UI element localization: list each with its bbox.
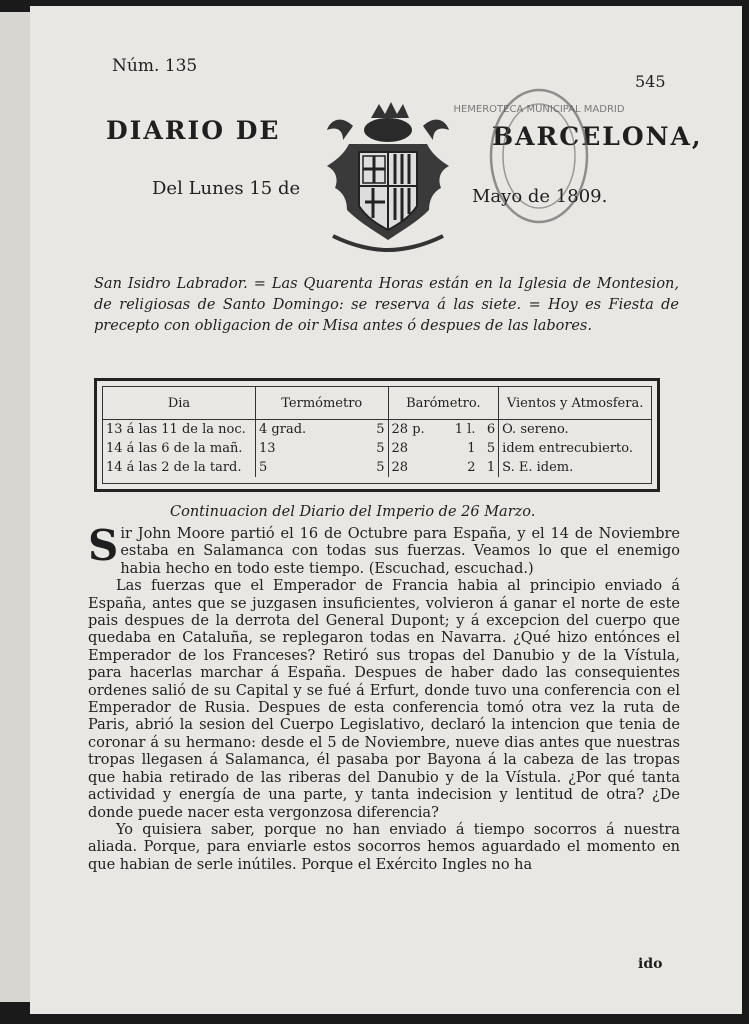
table-cell: idem entrecubierto. [502, 441, 633, 456]
table-cell: 5 [359, 458, 388, 477]
table-cell: 5 [478, 439, 498, 458]
article-paragraph [88, 521, 680, 578]
article-heading: Continuacion del Diario del Imperio de 26 Marzo. [170, 504, 536, 520]
col-dia: Dia [103, 387, 256, 420]
table-cell: 13 [259, 441, 276, 456]
table-cell: 1 [467, 441, 476, 456]
page-number: 545 [635, 72, 666, 91]
table-cell: 6 [478, 420, 498, 440]
table-cell: S. E. idem. [502, 460, 574, 475]
stamp-text: HEMEROTECA MUNICIPAL MADRID [453, 104, 625, 115]
col-barometro: Barómetro. [388, 387, 499, 420]
table-cell: 14 á las 6 de la mañ. [103, 439, 256, 458]
table-cell: 2 [467, 460, 476, 475]
table-cell: 1 l. [454, 422, 476, 437]
drop-cap: S [88, 521, 119, 570]
left-page-edge [0, 12, 32, 1002]
newspaper-page [30, 6, 742, 1014]
weather-table-header [103, 387, 651, 420]
table-cell: 28 [391, 460, 409, 475]
masthead-title-right: BARCELONA, [492, 122, 703, 151]
barcelona-coat-of-arms-icon [313, 96, 463, 258]
table-cell: 28 [391, 441, 409, 456]
table-cell: 28 p. [391, 422, 425, 437]
table-cell: 5 [359, 420, 388, 440]
weather-table [94, 378, 660, 492]
saints-notice: San Isidro Labrador. = Las Quarenta Horas están en la Iglesia de Montesion, de religiosas de Santo Domingo: se reserva á las siete. = Hoy es Fiesta de precepto con obligacion de oir Misa antes ó despues de las labores. [94, 276, 679, 334]
article-body [88, 521, 680, 874]
table-row [103, 420, 651, 440]
col-vientos: Vientos y Atmosfera. [499, 387, 651, 420]
table-cell: 13 á las 11 de la noc. [103, 420, 256, 440]
article-paragraph: Las fuerzas que el Emperador de Francia habia al principio enviado á España, antes que se juzgasen insuficientes, volvieron á ganar el norte de este pais despues de la derrota del General Dupont; y á excepcion del cuerpo que quedaba en Cataluña, se replegaron todas en Navarra. ¿Qué hizo entónces el Emperador de los Franceses? Retiró sus tropas del Danubio y de la Vístula, para hacerlas marchar á España. Despues de haber dado las consequientes ordenes salió de su Capital y se fué á Erfurt, donde tuvo una conferencia con el Emperador de Rusia. Despues de esta conferencia tomó otra vez la ruta de Paris, abrió la sesion del Cuerpo Legislativo, declaró la intencion que tenia de coronar á su hermano: desde el 5 de Noviembre, nueve dias antes que nuestras tropas llegasen á Salamanca, él pasaba por Bayona á la cabeza de las tropas que habia retirado de las riberas del Danubio y de la Vístula. ¿Por qué tanta actividad y energía de una parte, y tanta indecision y lentitud de otra? ¿De donde puede nacer esta vergonzosa diferencia? [88, 578, 680, 821]
col-termometro: Termómetro [256, 387, 389, 420]
paragraph-text: ir John Moore partió el 16 de Octubre para España, y el 14 de Noviembre estaba en Salamanca con todas sus fuerzas. Veamos lo que el enemigo habia hecho en todo este tiempo. (Escuchad, escuchad.) [120, 526, 680, 577]
table-cell: 5 [359, 439, 388, 458]
table-cell: 1 [478, 458, 498, 477]
table-row [103, 458, 651, 477]
catchword: ido [638, 956, 663, 972]
issue-date-left: Del Lunes 15 de [152, 178, 301, 199]
table-row [103, 439, 651, 458]
issue-number: Núm. 135 [112, 56, 198, 76]
article-paragraph: Yo quisiera saber, porque no han enviado á tiempo socorros á nuestra aliada. Porque, para enviarle estos socorros hemos aguardado el momento en que habian de serle inútiles. Porque el Exército Ingles no ha [88, 821, 680, 873]
table-cell: 14 á las 2 de la tard. [103, 458, 256, 477]
table-cell: 5 [259, 460, 268, 475]
table-cell: O. sereno. [502, 422, 569, 437]
table-cell: 4 grad. [259, 422, 307, 437]
issue-date-right: Mayo de 1809. [472, 186, 608, 207]
masthead-title-left: DIARIO DE [106, 116, 281, 145]
